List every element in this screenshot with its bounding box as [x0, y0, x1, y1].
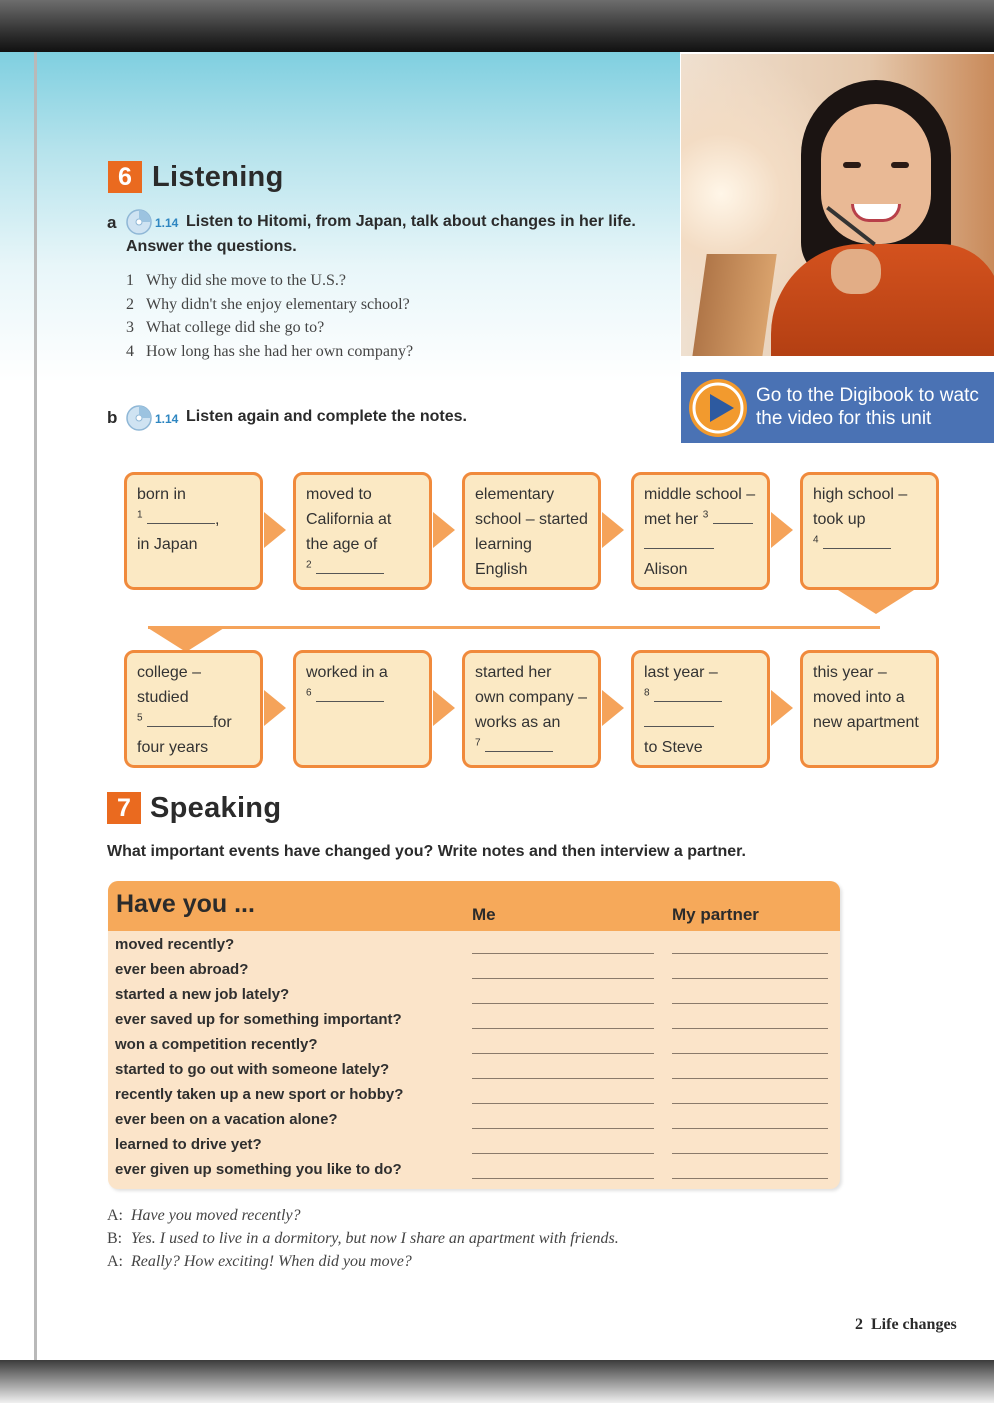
partner-answer-line[interactable]	[672, 1053, 828, 1054]
table-row: ever given up something you like to do?	[115, 1158, 835, 1183]
part-b-track: 1.14	[155, 412, 179, 426]
flow-turn-arrow	[148, 628, 224, 652]
table-row: ever been on a vacation alone?	[115, 1108, 835, 1133]
section-6-number: 6	[108, 161, 142, 193]
partner-answer-line[interactable]	[672, 1128, 828, 1129]
note-box-middle-school: middle school – met her $^3$ Alison	[631, 472, 770, 590]
flow-arrow	[602, 690, 624, 726]
part-a-track: 1.14	[155, 216, 179, 230]
table-row: won a competition recently?	[115, 1033, 835, 1058]
note-box-california: moved to California at the age of $^2$	[293, 472, 432, 590]
dialog-line: B: Yes. I used to live in a dormitory, but now I share an apartment with friends.	[107, 1230, 619, 1247]
me-answer-line[interactable]	[472, 978, 654, 979]
digibook-banner[interactable]	[681, 372, 994, 443]
partner-answer-line[interactable]	[672, 1153, 828, 1154]
note-box-high-school: high school – took up $^4$	[800, 472, 939, 590]
table-row: ever saved up for something important?	[115, 1008, 835, 1033]
binding-spine	[34, 52, 37, 1360]
me-answer-line[interactable]	[472, 1028, 654, 1029]
part-b-instruction: Listen again and complete the notes.	[186, 408, 467, 425]
note-box-worked: worked in a $^6$	[293, 650, 432, 768]
me-answer-line[interactable]	[472, 1078, 654, 1079]
partner-answer-line[interactable]	[672, 1178, 828, 1179]
play-icon[interactable]	[689, 379, 747, 437]
flow-arrow	[433, 690, 455, 726]
me-answer-line[interactable]	[472, 1128, 654, 1129]
me-answer-line[interactable]	[472, 1178, 654, 1179]
table-row: started to go out with someone lately?	[115, 1058, 835, 1083]
column-me: Me	[472, 905, 496, 924]
table-row: moved recently?	[115, 933, 835, 958]
section-7-instruction: What important events have changed you? Write notes and then interview a partner.	[107, 843, 746, 860]
note-box-elementary: elementary school – started learning English	[462, 472, 601, 590]
me-answer-line[interactable]	[472, 1153, 654, 1154]
digibook-text: Go to the Digibook to watc the video for this unit	[756, 385, 979, 429]
dialog-line: A: Really? How exciting! When did you move?	[107, 1253, 412, 1270]
list-item: 1 Why did she move to the U.S.?	[126, 272, 346, 289]
hitomi-photo	[681, 54, 994, 356]
partner-answer-line[interactable]	[672, 1103, 828, 1104]
partner-answer-line[interactable]	[672, 1028, 828, 1029]
table-row: learned to drive yet?	[115, 1133, 835, 1158]
note-box-company: started her own company – works as an $^7$	[462, 650, 601, 768]
flow-arrow	[264, 512, 286, 548]
table-header	[108, 881, 840, 931]
list-item: 3 What college did she go to?	[126, 319, 325, 336]
flow-arrow	[264, 690, 286, 726]
me-answer-line[interactable]	[472, 1103, 654, 1104]
flow-arrow	[602, 512, 624, 548]
me-answer-line[interactable]	[472, 953, 654, 954]
partner-answer-line[interactable]	[672, 1003, 828, 1004]
part-b-letter: b	[107, 408, 118, 427]
scan-bottom-edge	[0, 1360, 994, 1403]
interview-table	[108, 881, 840, 1189]
table-row: started a new job lately?	[115, 983, 835, 1008]
me-answer-line[interactable]	[472, 1053, 654, 1054]
column-my-partner: My partner	[672, 905, 759, 924]
audio-cd-icon[interactable]	[125, 208, 153, 236]
note-box-this-year: this year – moved into a new apartment	[800, 650, 939, 768]
note-box-last-year: last year – $^8$ to Steve	[631, 650, 770, 768]
section-7-number: 7	[107, 792, 141, 824]
section-7-title: Speaking	[150, 792, 282, 824]
table-row: ever been abroad?	[115, 958, 835, 983]
section-6-title: Listening	[152, 161, 284, 193]
audio-cd-icon[interactable]	[125, 404, 153, 432]
note-box-born: born in $^1$ , in Japan	[124, 472, 263, 590]
me-answer-line[interactable]	[472, 1003, 654, 1004]
page-footer: 2 Life changes	[855, 1316, 957, 1333]
dialog-line: A: Have you moved recently?	[107, 1207, 301, 1224]
note-box-college: college – studied $^5$ for four years	[124, 650, 263, 768]
table-heading: Have you ...	[116, 890, 255, 918]
flow-arrow	[771, 690, 793, 726]
list-item: 4 How long has she had her own company?	[126, 342, 414, 360]
part-a-instruction-2: Answer the questions.	[126, 238, 297, 255]
table-row: recently taken up a new sport or hobby?	[115, 1083, 835, 1108]
list-item: 2 Why didn't she enjoy elementary school?	[126, 295, 410, 313]
partner-answer-line[interactable]	[672, 953, 828, 954]
scan-top-edge	[0, 0, 994, 52]
part-a-letter: a	[107, 213, 117, 232]
flow-turn-arrow	[838, 590, 914, 614]
partner-answer-line[interactable]	[672, 1078, 828, 1079]
table-rows	[115, 933, 835, 1183]
question-list	[126, 272, 413, 366]
partner-answer-line[interactable]	[672, 978, 828, 979]
flow-connector	[148, 626, 880, 629]
flow-arrow	[771, 512, 793, 548]
part-a-instruction-1: Listen to Hitomi, from Japan, talk about changes in her life.	[186, 213, 636, 230]
flow-arrow	[433, 512, 455, 548]
